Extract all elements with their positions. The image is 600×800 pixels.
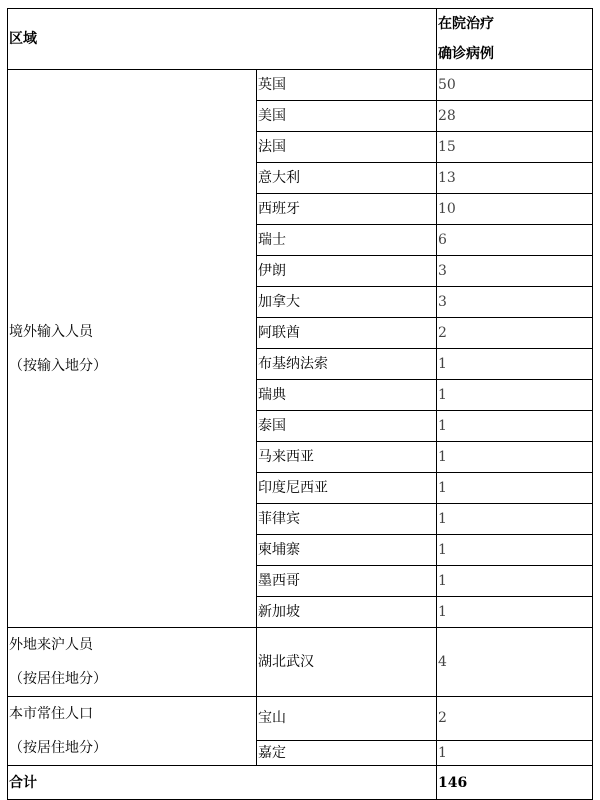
count-cell: 1: [437, 566, 593, 597]
place-cell: 瑞典: [257, 380, 437, 411]
cases-table: [7, 8, 593, 800]
place-cell: 阿联酋: [257, 318, 437, 349]
count-cell: 1: [437, 740, 593, 765]
group-label-imported: 境外输入人员 （按输入地分）: [8, 70, 257, 628]
count-cell: 10: [437, 194, 593, 225]
group-label-other-provinces: 外地来沪人员 （按居住地分）: [8, 628, 257, 697]
count-cell: 13: [437, 163, 593, 194]
header-count: [437, 9, 593, 70]
count-cell: 1: [437, 411, 593, 442]
count-cell: 2: [437, 697, 593, 741]
place-cell: 湖北武汉: [257, 628, 437, 697]
table-row: [8, 70, 593, 101]
count-cell: 3: [437, 256, 593, 287]
table-row: [8, 628, 593, 697]
place-cell: 西班牙: [257, 194, 437, 225]
place-cell: 马来西亚: [257, 442, 437, 473]
count-cell: 50: [437, 70, 593, 101]
count-cell: 6: [437, 225, 593, 256]
count-cell: 4: [437, 628, 593, 697]
total-count: 146: [437, 766, 593, 800]
table-row: [8, 697, 593, 741]
count-cell: 1: [437, 349, 593, 380]
header-count-line1: 在院治疗: [438, 16, 494, 32]
place-cell: 瑞士: [257, 225, 437, 256]
place-cell: 加拿大: [257, 287, 437, 318]
place-cell: 伊朗: [257, 256, 437, 287]
place-cell: 菲律宾: [257, 504, 437, 535]
count-cell: 15: [437, 132, 593, 163]
count-cell: 1: [437, 597, 593, 628]
place-cell: 美国: [257, 101, 437, 132]
count-cell: 3: [437, 287, 593, 318]
header-region: 区域: [8, 9, 437, 70]
group-label-local-residents: 本市常住人口 （按居住地分）: [8, 697, 257, 766]
place-cell: 意大利: [257, 163, 437, 194]
place-cell: 宝山: [257, 697, 437, 741]
count-cell: 2: [437, 318, 593, 349]
count-cell: 1: [437, 535, 593, 566]
count-cell: 1: [437, 442, 593, 473]
count-cell: 1: [437, 380, 593, 411]
total-label: 合计: [8, 766, 437, 800]
count-cell: 28: [437, 101, 593, 132]
place-cell: 嘉定: [257, 740, 437, 765]
place-cell: 布基纳法索: [257, 349, 437, 380]
total-row: [8, 766, 593, 800]
place-cell: 泰国: [257, 411, 437, 442]
place-cell: 新加坡: [257, 597, 437, 628]
count-cell: 1: [437, 473, 593, 504]
place-cell: 柬埔寨: [257, 535, 437, 566]
place-cell: 英国: [257, 70, 437, 101]
header-count-line2: 确诊病例: [438, 46, 494, 62]
place-cell: 印度尼西亚: [257, 473, 437, 504]
header-row: [8, 9, 593, 70]
place-cell: 法国: [257, 132, 437, 163]
place-cell: 墨西哥: [257, 566, 437, 597]
count-cell: 1: [437, 504, 593, 535]
